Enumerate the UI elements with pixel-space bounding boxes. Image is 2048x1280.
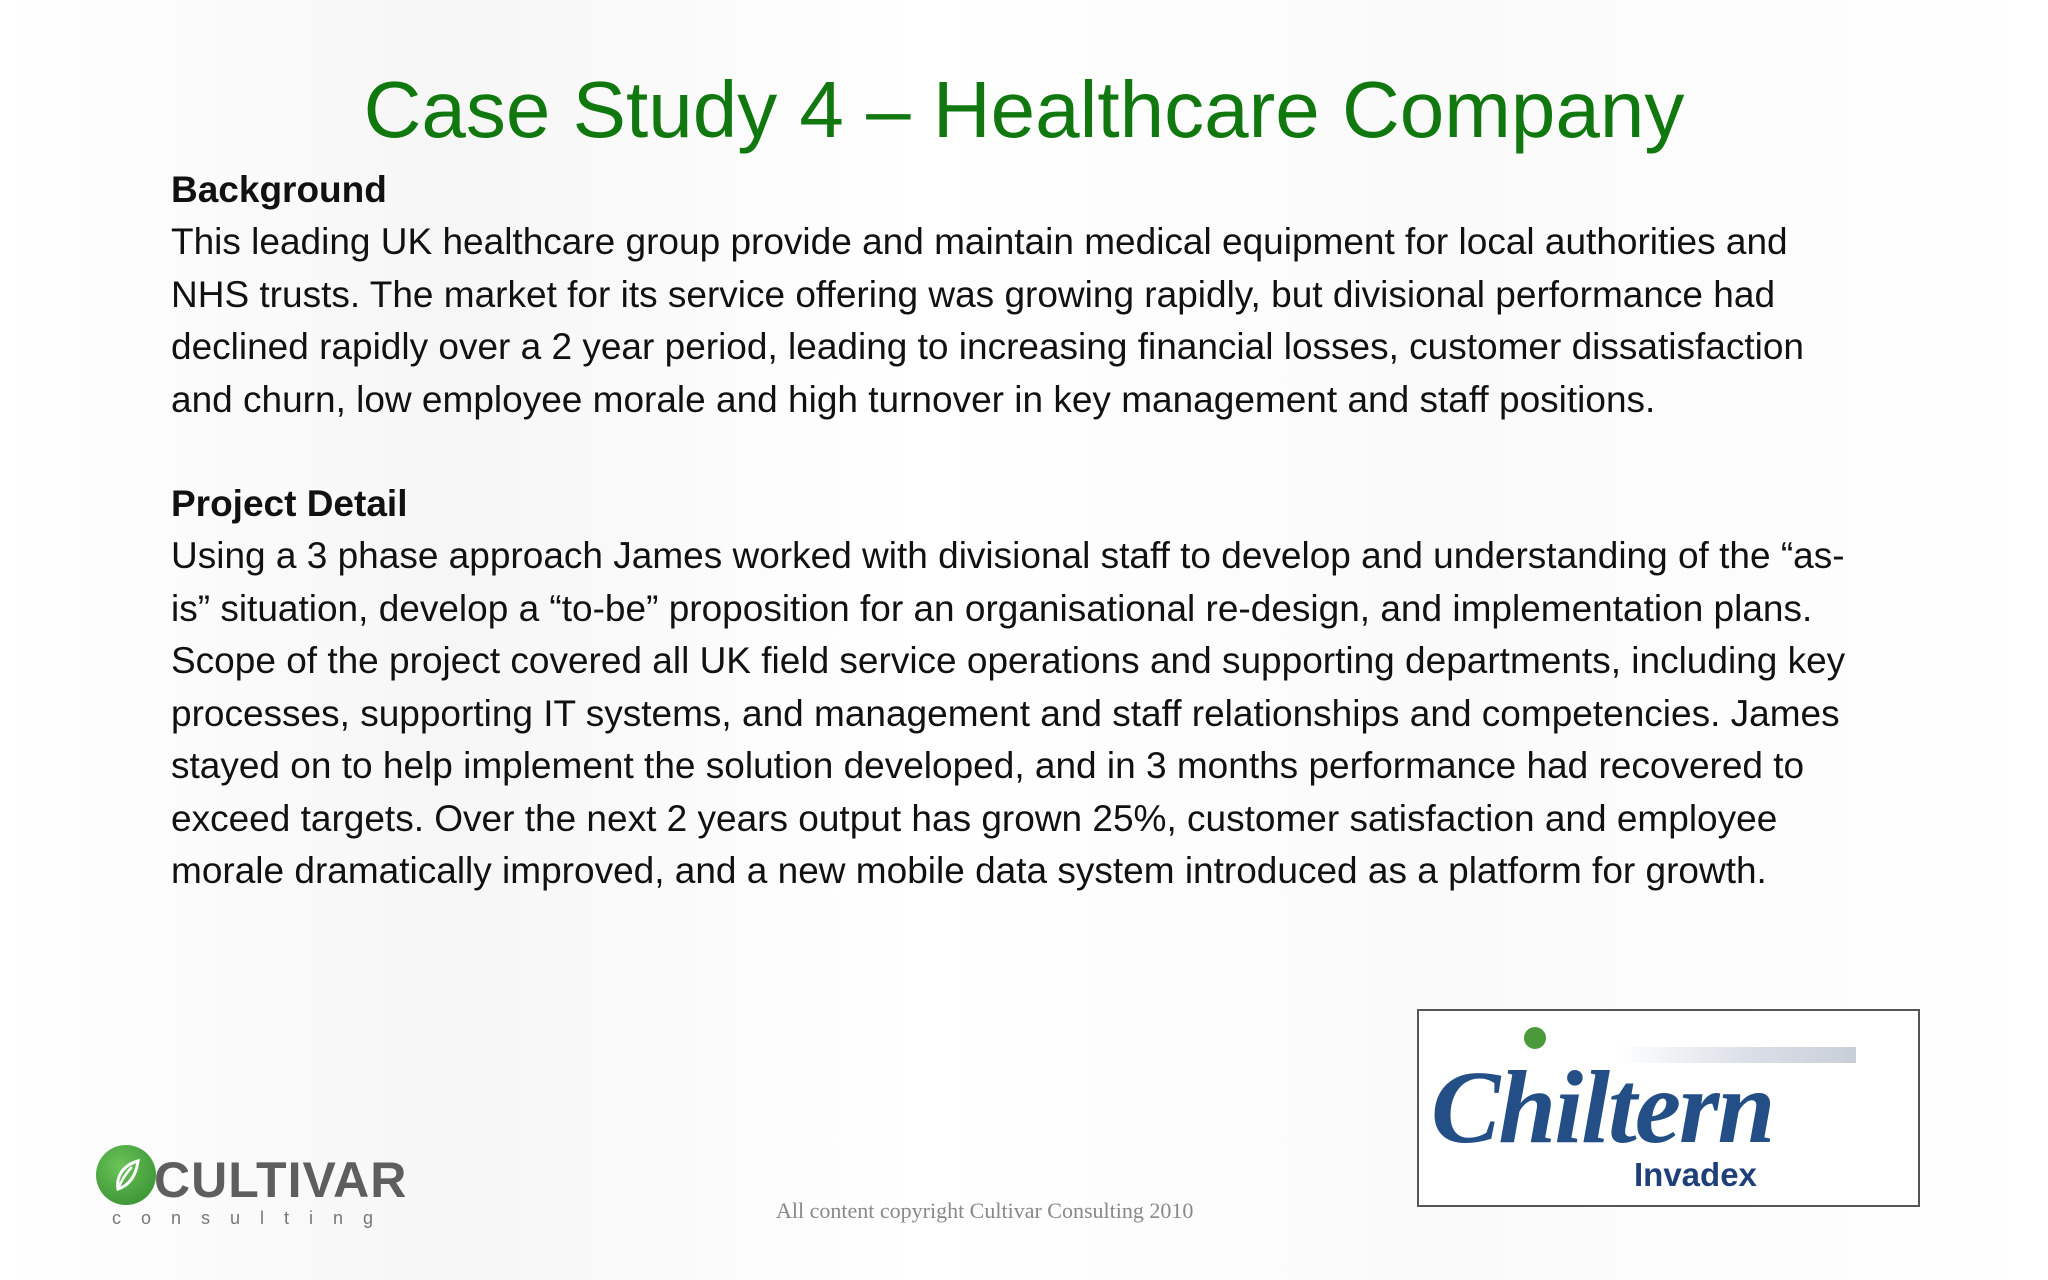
background-line-4: and churn, low employee morale and high turnover in key management and staff positions. [171,378,1656,420]
project-detail-line-1: Using a 3 phase approach James worked with divisional staff to develop and understanding of the “as- [171,535,1845,576]
slide-content [171,164,1971,898]
cultivar-logo [96,1140,408,1236]
project-detail-line-2: is” situation, develop a “to-be” proposition for an organisational re-design, and implementation plans. [171,587,1813,629]
cultivar-logo-sub: consulting [112,1208,394,1228]
chiltern-dot-icon [1524,1027,1546,1049]
chiltern-logo-name: Chiltern [1431,1050,1774,1165]
section-spacer [171,426,1971,478]
project-detail-line-4: processes, supporting IT systems, and management and staff relationships and competencies. James [171,692,1840,734]
background-line-1: This leading UK healthcare group provide and maintain medical equipment for local authorities and [171,221,1788,262]
copyright-notice: All content copyright Cultivar Consulting 2010 [776,1198,1194,1223]
background-line-3: declined rapidly over a 2 year period, leading to increasing financial losses, customer dissatisfaction [171,326,1804,367]
background-line-2: NHS trusts. The market for its service offering was growing rapidly, but divisional performance had [171,273,1776,315]
project-detail-heading: Project Detail [171,483,408,524]
cultivar-logo-name: CULTIVAR [154,1152,408,1208]
project-detail-line-6: exceed targets. Over the next 2 years output has grown 25%, customer satisfaction and employee [171,797,1778,839]
chiltern-logo-sub: Invadex [1634,1156,1757,1193]
background-heading: Background [171,169,387,210]
slide-title: Case Study 4 – Healthcare Company [363,65,1685,154]
project-detail-line-5: stayed on to help implement the solution developed, and in 3 months performance had recovered to [171,745,1805,786]
project-detail-line-7: morale dramatically improved, and a new mobile data system introduced as a platform for growth. [171,850,1767,891]
chiltern-invadex-logo [1417,1009,1920,1207]
project-detail-line-3: Scope of the project covered all UK field service operations and supporting departments, including key [171,640,1846,681]
leaf-icon [96,1145,156,1205]
